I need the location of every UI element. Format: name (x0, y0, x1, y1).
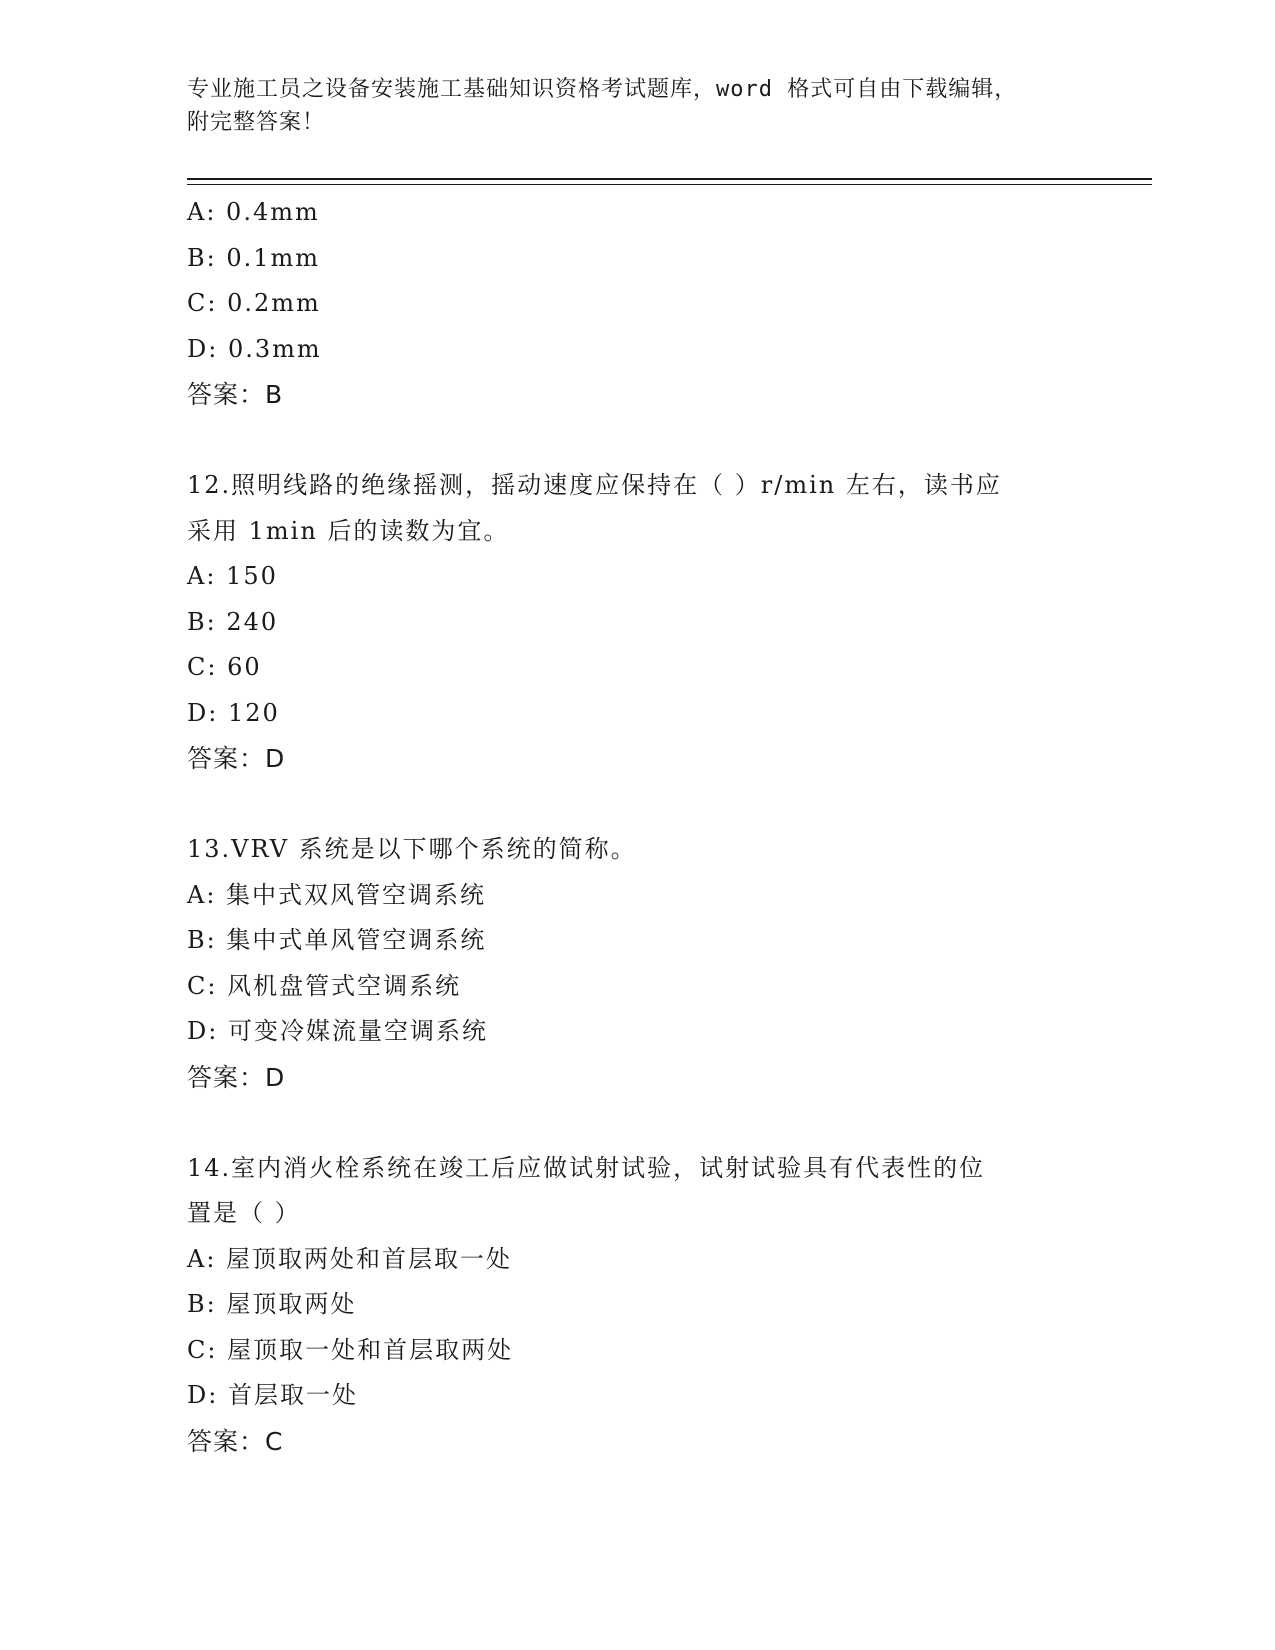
document-header (187, 73, 1067, 139)
option-d: D: 0.3mm (187, 334, 322, 363)
spacer (187, 1100, 1087, 1146)
option-b: B: 0.1mm (187, 243, 321, 272)
option-d: D: 首层取一处 (187, 1381, 358, 1409)
option-b: B: 屋顶取两处 (187, 1290, 357, 1318)
option-b: B: 240 (187, 607, 279, 636)
question-stem-line-1: 12.照明线路的绝缘摇测，摇动速度应保持在（ ）r/min 左右，读书应 (187, 471, 1002, 499)
spacer (187, 418, 1087, 464)
question-14 (187, 1146, 1087, 1465)
question-11 (187, 190, 1087, 418)
option-c: C: 60 (187, 653, 262, 681)
question-list (187, 190, 1087, 1464)
option-a: A: 屋顶取两处和首层取一处 (187, 1244, 513, 1273)
answer-line: 答案：D (187, 744, 286, 773)
spacer (187, 782, 1087, 828)
answer-line: 答案：C (187, 1426, 284, 1456)
question-13 (187, 827, 1087, 1100)
header-line-1: 专业施工员之设备安装施工基础知识资格考试题库，word 格式可自由下载编辑， (187, 77, 1018, 102)
option-a: A: 集中式双风管空调系统 (187, 880, 487, 909)
answer-line: 答案：D (187, 1062, 286, 1092)
question-12 (187, 463, 1087, 782)
header-line-2: 附完整答案！ (187, 110, 326, 135)
question-stem-line-2: 采用 1min 后的读数为宜。 (187, 516, 510, 545)
question-stem-line-1: 14.室内消火栓系统在竣工后应做试射试验，试射试验具有代表性的位 (187, 1153, 986, 1182)
option-c: C: 屋顶取一处和首层取两处 (187, 1335, 514, 1364)
option-c: C: 0.2mm (187, 289, 321, 317)
option-c: C: 风机盘管式空调系统 (187, 971, 462, 1000)
option-a: A: 150 (187, 562, 278, 590)
option-d: D: 120 (187, 698, 280, 727)
option-b: B: 集中式单风管空调系统 (187, 926, 487, 954)
question-stem-line-2: 置是（ ） (187, 1199, 301, 1227)
question-stem-line-1: 13.VRV 系统是以下哪个系统的简称。 (187, 835, 637, 863)
header-divider (187, 178, 1152, 185)
option-d: D: 可变冷媒流量空调系统 (187, 1017, 488, 1045)
answer-line: 答案：B (187, 380, 284, 409)
option-a: A: 0.4mm (187, 198, 320, 226)
